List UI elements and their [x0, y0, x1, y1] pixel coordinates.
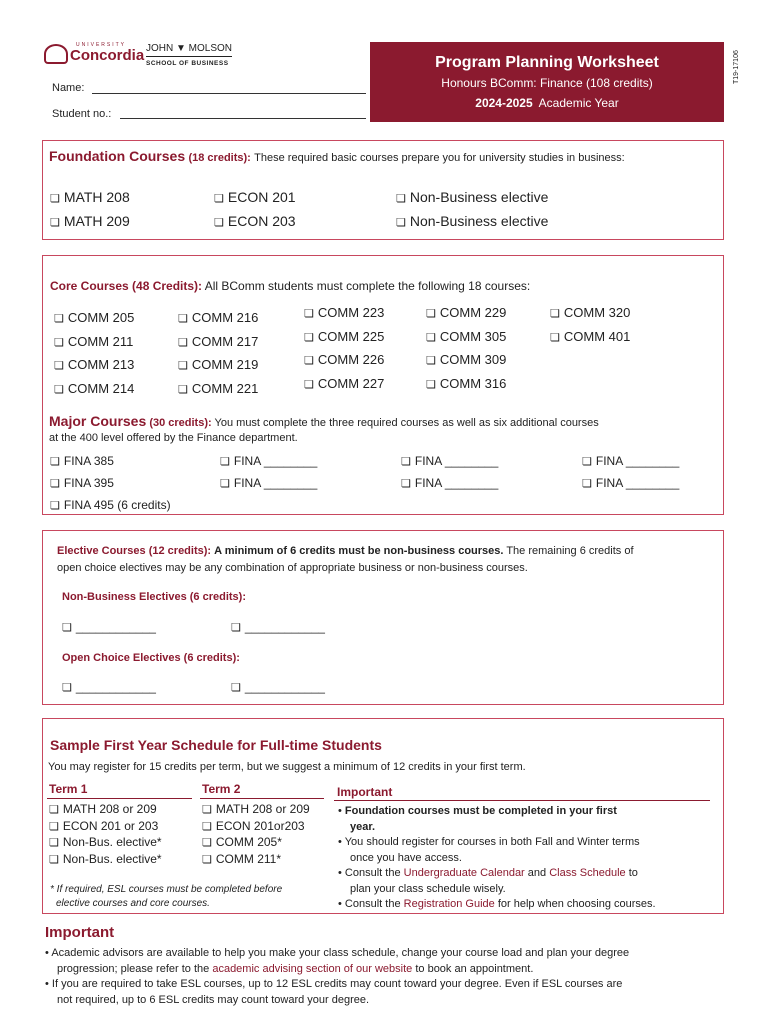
elective-desc-line2: open choice electives may be any combination of appropriate business or non-business courses.: [57, 562, 528, 574]
important-list: • Academic advisors are available to help you make your class schedule, change your course load and plan your degree progression; please refer to the academic advising section of our website to book an appointment. • If you are required to take ESL courses, up to 12 ESL credits may count toward your degree. Even if ESL courses are not required, up to 6 ESL credits may count toward your degree.: [45, 947, 630, 1006]
term1-course[interactable]: ❏ ECON 201 or 203: [49, 819, 162, 836]
course-checkbox[interactable]: ❏ COMM 316: [426, 373, 506, 397]
course-checkbox[interactable]: ❏ COMM 227: [304, 373, 384, 397]
nonbus-elective-blank-1[interactable]: ❏ ____________: [62, 620, 156, 634]
important-rule: [334, 800, 710, 801]
major-col4: [582, 451, 679, 495]
class-schedule-link[interactable]: Class Schedule: [549, 867, 626, 879]
academic-year: 2024-2025 Academic Year: [475, 96, 619, 110]
elective-heading: Elective Courses (12 credits): A minimum of 6 credits must be non-business courses. The remaining 6 credits of: [57, 545, 634, 557]
course-checkbox[interactable]: ❏ COMM 226: [304, 349, 384, 373]
course-checkbox[interactable]: ❏ MATH 208: [50, 186, 130, 210]
term2-course[interactable]: ❏ ECON 201or203: [202, 819, 310, 836]
course-checkbox[interactable]: ❏ ECON 203: [214, 210, 296, 234]
foundation-heading: Foundation Courses (18 credits): These required basic courses prepare you for university studies in business:: [49, 148, 625, 164]
core-col1: [54, 307, 134, 401]
course-checkbox[interactable]: ❏ Non-Business elective: [396, 210, 548, 234]
course-checkbox[interactable]: ❏ Non-Business elective: [396, 186, 548, 210]
course-checkbox[interactable]: ❏ FINA ________: [582, 451, 679, 473]
undergraduate-calendar-link[interactable]: Undergraduate Calendar: [403, 867, 525, 879]
concordia-mark-icon: [44, 44, 68, 64]
course-checkbox[interactable]: ❏ COMM 309: [426, 349, 506, 373]
major-desc-line2: at the 400 level offered by the Finance department.: [49, 432, 298, 444]
jmsb-logo: [146, 44, 232, 69]
course-checkbox[interactable]: ❏ COMM 221: [178, 378, 258, 402]
jmsb-line1: JOHN ▼ MOLSON: [146, 43, 233, 54]
program-name: Honours BComm: Finance (108 credits): [441, 76, 653, 90]
core-heading: Core Courses (48 Credits): All BComm students must complete the following 18 courses:: [50, 279, 531, 293]
course-checkbox[interactable]: ❏ COMM 305: [426, 326, 506, 350]
course-checkbox[interactable]: ❏ COMM 320: [550, 302, 630, 326]
term2-course[interactable]: ❏ COMM 205*: [202, 835, 310, 852]
course-checkbox[interactable]: ❏ COMM 216: [178, 307, 258, 331]
course-checkbox[interactable]: ❏ COMM 219: [178, 354, 258, 378]
foundation-col3: [396, 186, 548, 234]
page-title: Program Planning Worksheet: [435, 54, 659, 71]
course-checkbox[interactable]: ❏ COMM 211: [54, 331, 134, 355]
major-col2: [220, 451, 317, 495]
concordia-name-text: Concordia: [70, 47, 145, 64]
form-code: T19-17106: [733, 50, 740, 84]
term2-list: [202, 802, 310, 868]
sample-important-list: • Foundation courses must be completed in your first year. • You should register for courses in both Fall and Winter terms once you have access. • Consult the Undergraduate Calendar and Class Schedule to plan your class schedule wisely. • Consult the Registration Guide for help when choosing courses.: [338, 805, 656, 910]
nonbus-electives-title: Non-Business Electives (6 credits):: [62, 591, 247, 603]
open-elective-blank-1[interactable]: ❏ ____________: [62, 680, 156, 694]
major-col1: [50, 451, 171, 517]
foundation-col2: [214, 186, 296, 234]
course-checkbox[interactable]: ❏ FINA ________: [220, 451, 317, 473]
term1-course[interactable]: ❏ Non-Bus. elective*: [49, 835, 162, 852]
course-checkbox[interactable]: ❏ COMM 229: [426, 302, 506, 326]
course-checkbox[interactable]: ❏ COMM 217: [178, 331, 258, 355]
open-elective-blank-2[interactable]: ❏ ____________: [231, 680, 325, 694]
name-field[interactable]: [92, 93, 366, 94]
sample-schedule-title: Sample First Year Schedule for Full-time Students: [50, 737, 382, 753]
term1-list: [49, 802, 162, 868]
registration-guide-link[interactable]: Registration Guide: [403, 898, 495, 910]
student-no-field[interactable]: [120, 118, 366, 119]
term2-course[interactable]: ❏ COMM 211*: [202, 852, 310, 869]
name-label: Name:: [52, 82, 85, 94]
course-checkbox[interactable]: ❏ COMM 205: [54, 307, 134, 331]
esl-footnote: * If required, ESL courses must be completed before elective courses and core courses.: [50, 884, 283, 909]
course-checkbox[interactable]: ❏ FINA 395: [50, 473, 171, 495]
course-checkbox[interactable]: ❏ COMM 214: [54, 378, 134, 402]
important-title: Important: [45, 924, 115, 941]
course-checkbox[interactable]: ❏ FINA ________: [401, 451, 498, 473]
foundation-col1: [50, 186, 130, 234]
sample-schedule-desc: You may register for 15 credits per term, but we suggest a minimum of 12 credits in your first term.: [48, 761, 526, 773]
core-col5: [550, 302, 630, 349]
course-checkbox[interactable]: ❏ COMM 213: [54, 354, 134, 378]
title-box: [370, 42, 724, 122]
course-checkbox[interactable]: ❏ FINA ________: [220, 473, 317, 495]
open-electives-title: Open Choice Electives (6 credits):: [62, 652, 240, 664]
course-checkbox[interactable]: ❏ MATH 209: [50, 210, 130, 234]
term2-title: Term 2: [202, 782, 241, 796]
term1-title: Term 1: [49, 782, 88, 796]
course-checkbox[interactable]: ❏ ECON 201: [214, 186, 296, 210]
course-checkbox[interactable]: ❏ FINA ________: [401, 473, 498, 495]
jmsb-line2: SCHOOL OF BUSINESS: [146, 56, 232, 69]
concordia-university-text: UNIVERSITY: [76, 42, 127, 48]
core-col2: [178, 307, 258, 401]
student-no-label: Student no.:: [52, 108, 112, 120]
term2-course[interactable]: ❏ MATH 208 or 209: [202, 802, 310, 819]
course-checkbox[interactable]: ❏ FINA 385: [50, 451, 171, 473]
term2-rule: [200, 798, 324, 799]
sample-important-title: Important: [337, 785, 393, 799]
concordia-logo: [44, 42, 145, 66]
academic-advising-link[interactable]: academic advising section of our website: [212, 962, 413, 975]
course-checkbox[interactable]: ❏ FINA ________: [582, 473, 679, 495]
core-col3: [304, 302, 384, 396]
term1-rule: [47, 798, 192, 799]
core-col4: [426, 302, 506, 396]
term1-course[interactable]: ❏ Non-Bus. elective*: [49, 852, 162, 869]
course-checkbox[interactable]: ❏ FINA 495 (6 credits): [50, 495, 171, 517]
course-checkbox[interactable]: ❏ COMM 401: [550, 326, 630, 350]
nonbus-elective-blank-2[interactable]: ❏ ____________: [231, 620, 325, 634]
course-checkbox[interactable]: ❏ COMM 223: [304, 302, 384, 326]
major-col3: [401, 451, 498, 495]
term1-course[interactable]: ❏ MATH 208 or 209: [49, 802, 162, 819]
major-heading: Major Courses (30 credits): You must complete the three required courses as well as six additional courses: [49, 413, 599, 429]
course-checkbox[interactable]: ❏ COMM 225: [304, 326, 384, 350]
